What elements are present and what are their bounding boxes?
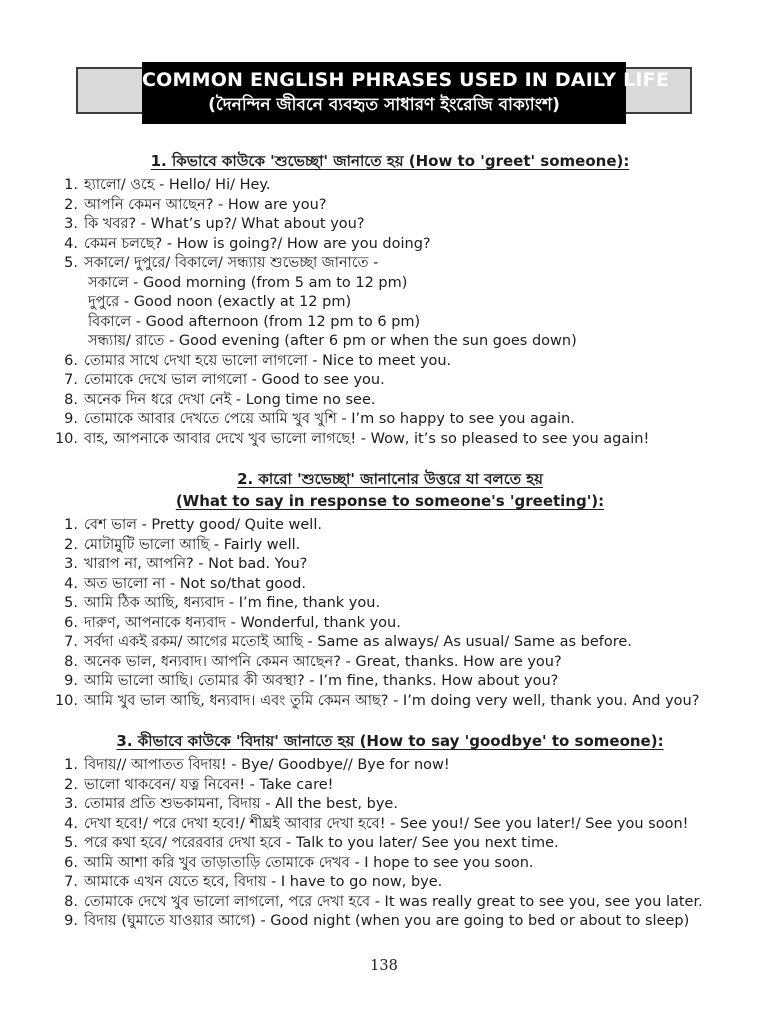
phrase-text: আমাকে এখন যেতে হবে, বিদায় - I have to go now, bye. bbox=[84, 874, 443, 890]
section-heading bbox=[52, 468, 728, 512]
phrase-number: 6. bbox=[64, 854, 78, 871]
phrase-text: অনেক ভাল, ধন্যবাদ। আপনি কেমন আছেন? - Great, thanks. How are you? bbox=[84, 653, 562, 670]
phrase-text: আমি ভালো আছি। তোমার কী অবস্থা? - I’m fine, thanks. How about you? bbox=[84, 673, 559, 689]
section-2 bbox=[52, 468, 728, 711]
phrase-row bbox=[52, 692, 728, 712]
phrase-number: 1. bbox=[64, 177, 78, 193]
phrase-text: হ্যালো/ ওহে - Hello/ Hi/ Hey. bbox=[84, 177, 271, 193]
phrase-subrow bbox=[52, 313, 728, 333]
phrase-row bbox=[52, 893, 728, 913]
phrase-number: 5. bbox=[64, 595, 78, 611]
phrase-number: 3. bbox=[64, 216, 78, 232]
phrase-text: সকালে/ দুপুরে/ বিকালে/ সন্ধ্যায় শুভেচ্ছা জানাতে - bbox=[84, 255, 379, 271]
phrase-sections bbox=[0, 150, 768, 932]
phrase-number: 9. bbox=[64, 673, 78, 689]
phrase-text: অনেক দিন ধরে দেখা নেই - Long time no see. bbox=[84, 391, 376, 408]
phrase-text: বেশ ভাল - Pretty good/ Quite well. bbox=[84, 517, 322, 533]
phrase-row bbox=[52, 854, 728, 874]
phrase-row bbox=[52, 633, 728, 653]
section-heading bbox=[52, 150, 728, 172]
phrase-row bbox=[52, 756, 728, 776]
phrase-list bbox=[52, 756, 728, 932]
phrase-number: 7. bbox=[64, 874, 78, 890]
section-heading-text: 1. কিভাবে কাউকে 'শুভেচ্ছা' জানাতে হয় (How to 'greet' someone): bbox=[150, 152, 630, 170]
phrase-number: 2. bbox=[64, 196, 78, 213]
header-title-box bbox=[142, 62, 670, 124]
phrase-text: পরে কথা হবে/ পরেরবার দেখা হবে - Talk to you later/ See you next time. bbox=[84, 835, 559, 851]
phrase-text: অত ভালো না - Not so/that good. bbox=[84, 575, 306, 592]
phrase-row bbox=[52, 254, 728, 274]
phrase-row bbox=[52, 555, 728, 575]
phrase-number: 2. bbox=[64, 536, 78, 553]
phrase-row bbox=[52, 815, 728, 835]
section-heading-text: 2. কারো 'শুভেচ্ছা' জানানোর উত্তরে যা বলতে হয় bbox=[237, 470, 543, 488]
phrase-row bbox=[52, 536, 728, 556]
phrase-number: 4. bbox=[64, 815, 78, 832]
phrase-row bbox=[52, 371, 728, 391]
phrase-row bbox=[52, 215, 728, 235]
phrase-number: 1. bbox=[64, 517, 78, 533]
phrase-text: দারুণ, আপনাকে ধন্যবাদ - Wonderful, thank you. bbox=[84, 614, 401, 631]
phrase-number: 2. bbox=[64, 776, 78, 793]
section-3 bbox=[52, 730, 728, 932]
phrase-row bbox=[52, 430, 728, 450]
phrase-text: তোমার সাথে দেখা হয়ে ভালো লাগলো - Nice to meet you. bbox=[84, 352, 452, 369]
phrase-row bbox=[52, 410, 728, 430]
phrase-number: 4. bbox=[64, 235, 78, 252]
phrase-row bbox=[52, 873, 728, 893]
section-heading-line bbox=[52, 490, 728, 512]
phrase-text: ভালো থাকবেন/ যত্ন নিবেন! - Take care! bbox=[84, 776, 334, 793]
phrase-subtext: বিকালে - Good afternoon (from 12 pm to 6 pm) bbox=[88, 313, 421, 330]
phrase-text: আমি আশা করি খুব তাড়াতাড়ি তোমাকে দেখব - I hope to see you soon. bbox=[84, 854, 534, 871]
section-heading-text: (What to say in response to someone's 'greeting'): bbox=[175, 492, 605, 510]
phrase-row bbox=[52, 614, 728, 634]
phrase-text: আমি ঠিক আছি, ধন্যবাদ - I’m fine, thank you. bbox=[84, 595, 381, 611]
phrase-text: সর্বদা একই রকম/ আগের মতোই আছি - Same as always/ As usual/ Same as before. bbox=[84, 634, 632, 650]
phrase-row bbox=[52, 196, 728, 216]
phrase-text: তোমাকে দেখে ভাল লাগলো - Good to see you. bbox=[84, 372, 385, 388]
phrase-number: 7. bbox=[64, 372, 78, 388]
phrase-text: দেখা হবে!/ পরে দেখা হবে!/ শীঘ্রই আবার দেখা হবে! - See you!/ See you later!/ See you soon! bbox=[84, 815, 689, 832]
phrase-text: তোমার প্রতি শুভকামনা, বিদায় - All the best, bye. bbox=[84, 796, 398, 812]
phrase-number: 5. bbox=[64, 255, 78, 271]
phrase-number: 10. bbox=[54, 692, 78, 709]
phrase-text: কি খবর? - What’s up?/ What about you? bbox=[84, 216, 365, 232]
phrase-text: বাহ, আপনাকে আবার দেখে খুব ভালো লাগছে! - Wow, it’s so pleased to see you again! bbox=[84, 430, 650, 447]
phrase-list bbox=[52, 176, 728, 449]
phrase-text: তোমাকে দেখে খুব ভালো লাগলো, পরে দেখা হবে - It was really great to see you, see you later. bbox=[84, 893, 703, 910]
section-heading-line bbox=[52, 730, 728, 752]
phrase-row bbox=[52, 795, 728, 815]
section-heading-line bbox=[52, 150, 728, 172]
phrase-text: বিদায়// আপাতত বিদায়! - Bye/ Goodbye// Bye for now! bbox=[84, 757, 450, 773]
section-heading-text: 3. কীভাবে কাউকে 'বিদায়' জানাতে হয় (How to say 'goodbye' to someone): bbox=[116, 732, 664, 750]
phrase-row bbox=[52, 575, 728, 595]
phrase-row bbox=[52, 912, 728, 932]
phrase-row bbox=[52, 594, 728, 614]
phrase-text: কেমন চলছে? - How is going?/ How are you doing? bbox=[84, 235, 431, 252]
page-subtitle-bengali: (দৈনন্দিন জীবনে ব্যবহৃত সাধারণ ইংরেজি বাক্যাংশ) bbox=[208, 95, 560, 115]
phrase-number: 10. bbox=[54, 430, 78, 447]
phrase-text: তোমাকে আবার দেখতে পেয়ে আমি খুব খুশি - I’m so happy to see you again. bbox=[84, 411, 575, 427]
phrase-text: আমি খুব ভাল আছি, ধন্যবাদ। এবং তুমি কেমন আছ? - I’m doing very well, thank you. And you? bbox=[84, 692, 700, 709]
page-header bbox=[76, 62, 692, 124]
section-1 bbox=[52, 150, 728, 449]
phrase-row bbox=[52, 176, 728, 196]
phrase-text: বিদায় (ঘুমাতে যাওয়ার আগে) - Good night (when you are going to bed or about to sleep) bbox=[84, 913, 690, 929]
page-title: COMMON ENGLISH PHRASES USED IN DAILY LIFE bbox=[142, 69, 670, 91]
phrase-subtext: সন্ধ্যায়/ রাতে - Good evening (after 6 pm or when the sun goes down) bbox=[88, 333, 577, 349]
phrase-number: 6. bbox=[64, 352, 78, 369]
phrase-subtext: দুপুরে - Good noon (exactly at 12 pm) bbox=[88, 294, 352, 310]
phrase-number: 3. bbox=[64, 796, 78, 812]
phrase-number: 4. bbox=[64, 575, 78, 592]
phrase-row bbox=[52, 834, 728, 854]
phrase-row bbox=[52, 776, 728, 796]
phrase-number: 3. bbox=[64, 556, 78, 572]
phrase-subrow bbox=[52, 274, 728, 294]
phrase-subrow bbox=[52, 293, 728, 313]
phrase-row bbox=[52, 516, 728, 536]
phrase-row bbox=[52, 352, 728, 372]
phrase-number: 8. bbox=[64, 893, 78, 910]
phrase-row bbox=[52, 391, 728, 411]
phrase-row bbox=[52, 653, 728, 673]
page-number: 138 bbox=[370, 957, 398, 974]
phrase-number: 7. bbox=[64, 634, 78, 650]
phrase-text: আপনি কেমন আছেন? - How are you? bbox=[84, 196, 327, 213]
phrase-subtext: সকালে - Good morning (from 5 am to 12 pm) bbox=[88, 274, 408, 291]
phrase-number: 8. bbox=[64, 391, 78, 408]
section-heading-line bbox=[52, 468, 728, 490]
phrase-text: মোটামুটি ভালো আছি - Fairly well. bbox=[84, 536, 301, 553]
phrase-row bbox=[52, 235, 728, 255]
phrase-text: খারাপ না, আপনি? - Not bad. You? bbox=[84, 556, 308, 572]
phrase-row bbox=[52, 672, 728, 692]
phrase-list bbox=[52, 516, 728, 711]
phrase-number: 8. bbox=[64, 653, 78, 670]
phrase-number: 9. bbox=[64, 913, 78, 929]
phrase-number: 1. bbox=[64, 757, 78, 773]
section-heading bbox=[52, 730, 728, 752]
phrase-number: 9. bbox=[64, 411, 78, 427]
phrase-number: 5. bbox=[64, 835, 78, 851]
phrase-subrow bbox=[52, 332, 728, 352]
phrase-number: 6. bbox=[64, 614, 78, 631]
